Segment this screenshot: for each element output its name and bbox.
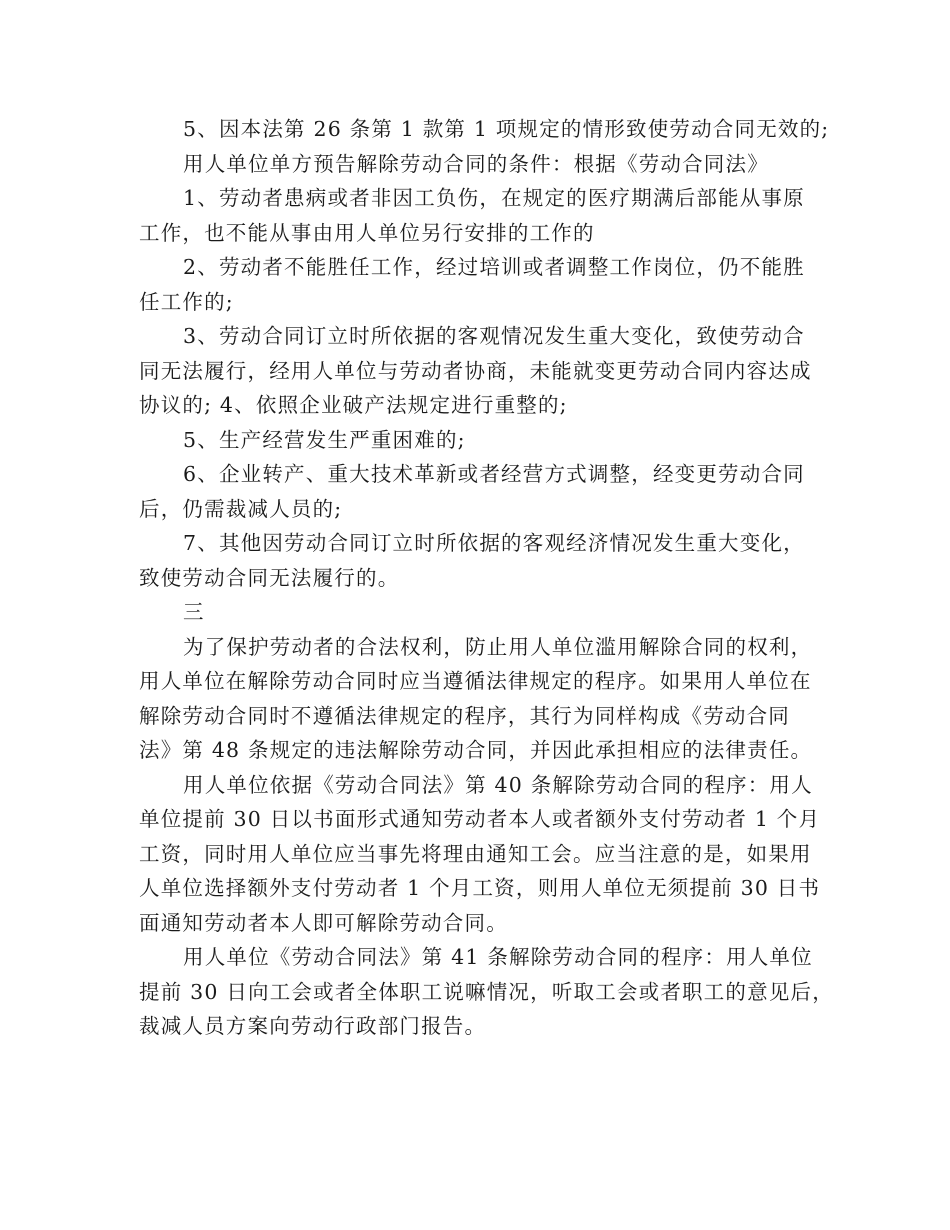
text-line: 5、因本法第 26 条第 1 款第 1 项规定的情形致使劳动合同无效的;: [183, 117, 830, 141]
text-line: 用人单位单方预告解除劳动合同的条件：根据《劳动合同法》: [183, 151, 769, 176]
text-line: 面通知劳动者本人即可解除劳动合同。: [139, 910, 508, 935]
section-heading: 三: [183, 600, 205, 624]
document-body: [139, 112, 839, 1044]
text-line: 7、其他因劳动合同订立时所依据的客观经济情况发生重大变化，: [183, 531, 805, 555]
text-line: 裁减人员方案向劳动行政部门报告。: [139, 1014, 487, 1038]
text-line: 人单位选择额外支付劳动者 1 个月工资，则用人单位无须提前 30 日书: [139, 876, 821, 900]
text-line: 单位提前 30 日以书面形式通知劳动者本人或者额外支付劳动者 1 个月: [139, 807, 821, 831]
text-line: 1、劳动者患病或者非因工负伤，在规定的医疗期满后部能从事原: [183, 186, 805, 210]
text-line: 用人单位在解除劳动合同时应当遵循法律规定的程序。如果用人单位在: [139, 669, 812, 693]
text-line: 任工作的;: [139, 289, 234, 314]
text-line: 用人单位依据《劳动合同法》第 40 条解除劳动合同的程序：用人: [183, 772, 813, 797]
text-line: 2、劳动者不能胜任工作，经过培训或者调整工作岗位，仍不能胜: [183, 255, 805, 279]
text-line: 6、企业转产、重大技术革新或者经营方式调整，经变更劳动合同: [183, 462, 805, 486]
text-line: 为了保护劳动者的合法权利，防止用人单位滥用解除合同的权利，: [183, 634, 813, 659]
text-line: 3、劳动合同订立时所依据的客观情况发生重大变化，致使劳动合: [183, 324, 805, 348]
text-line: 后，仍需裁减人员的;: [139, 496, 343, 521]
text-line: 法》第 48 条规定的违法解除劳动合同，并因此承担相应的法律责任。: [139, 738, 813, 762]
text-line: 工作，也不能从事由用人单位另行安排的工作的: [139, 220, 595, 245]
text-line: 同无法履行，经用人单位与劳动者协商，未能就变更劳动合同内容达成: [139, 358, 812, 383]
text-line: 5、生产经营发生严重困难的;: [183, 427, 466, 452]
text-line: 解除劳动合同时不遵循法律规定的程序，其行为同样构成《劳动合同: [139, 703, 790, 728]
text-line: 工资，同时用人单位应当事先将理由通知工会。应当注意的是，如果用: [139, 841, 812, 866]
text-line: 提前 30 日向工会或者全体职工说嘛情况，听取工会或者职工的意见后，: [139, 979, 834, 1004]
text-line: 致使劳动合同无法履行的。: [139, 565, 400, 590]
text-line: 用人单位《劳动合同法》第 41 条解除劳动合同的程序：用人单位: [183, 945, 813, 969]
text-line: 协议的; 4、依照企业破产法规定进行重整的;: [139, 393, 568, 417]
